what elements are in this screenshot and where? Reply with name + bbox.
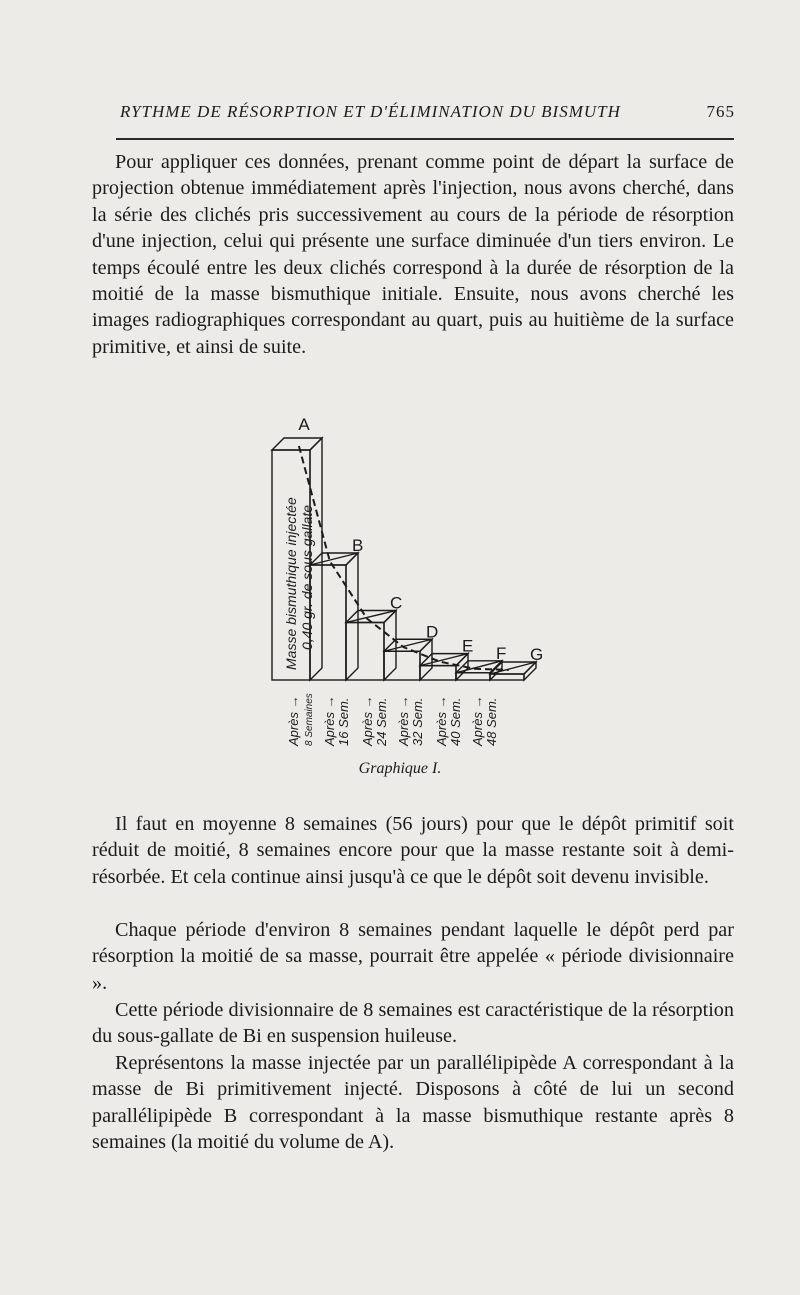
block-f (456, 661, 502, 680)
time-label (396, 695, 425, 747)
time-label-line-2: 24 Sem. (374, 697, 389, 746)
paragraph-4: Cette période divisionnaire de 8 semaines est caractéristique de la résorption du sous-gallate de Bi en suspension huileuse. (92, 999, 734, 1048)
block-letter-f: F (496, 643, 507, 663)
figure-drawing (250, 408, 570, 748)
time-label (470, 695, 499, 747)
block-letter-d: D (426, 622, 439, 642)
block-d (384, 639, 432, 680)
time-label (322, 695, 351, 747)
mass-label-line-2: 0,40 gr. de sous gallate (299, 504, 315, 650)
paragraph-5: Représentons la masse injectée par un parallélipipède A correspondant à la masse de Bi primitivement injecté. Disposons à côté de lui un second parallélipipède B correspondant à la masse bismuthique restante après 8 semaines (la moitié du volume de A). (92, 1052, 734, 1154)
block-g (490, 662, 536, 680)
block-letter-c: C (390, 593, 403, 613)
time-label-line-1: Après → (322, 695, 337, 746)
time-label-line-1: Après → (470, 695, 485, 746)
time-label-line-1: Après → (396, 695, 411, 746)
block-letter-b: B (352, 536, 364, 555)
time-label-line-2: 16 Sem. (336, 697, 351, 746)
page-number: 765 (706, 102, 735, 121)
paragraph-1: Pour appliquer ces données, prenant comme point de départ la surface de projection obtenue immédiatement après l'injection, nous avons cherché, dans la série des clichés pris successivement au cours de la période de résorption d'une injection, celui qui présente une surface diminuée d'un tiers environ. Le temps écoulé entre les deux clichés correspond à la durée de résorption de la moitié de la masse bismuthique initiale. Ensuite, nous avons cherché les images radiographiques correspondant au quart, puis au huitième de la surface primitive, et ainsi de suite. (92, 151, 734, 358)
block-letter-g: G (530, 645, 544, 664)
time-label-line-2: 40 Sem. (448, 697, 463, 746)
figure-graphique-1 (250, 408, 570, 748)
time-label-line-1: Après → (286, 695, 301, 746)
block-b (310, 553, 358, 680)
time-label (360, 695, 389, 747)
figure-caption: Graphique I. (358, 760, 442, 777)
paragraph-2: Il faut en moyenne 8 semaines (56 jours) pour que le dépôt primitif soit réduit de moitié, 8 semaines encore pour que la masse restante soit à demi-résorbée. Et cela continue ainsi jusqu'à ce que le dépôt soit devenu invisible. (92, 813, 734, 888)
time-label (434, 695, 463, 747)
block-letter-a: A (298, 415, 310, 434)
time-label-line-2: 48 Sem. (484, 697, 499, 746)
time-label-line-1: Après → (434, 695, 449, 746)
time-label-line-2: 32 Sem. (410, 697, 425, 746)
time-label-line-1: Après → (360, 695, 375, 746)
time-label (286, 693, 315, 747)
running-title: RYTHME DE RÉSORPTION ET D'ÉLIMINATION DU BISMUTH (120, 102, 621, 121)
header-rule (116, 138, 734, 140)
time-label-line-2: 8 Semaines (304, 693, 315, 746)
paragraph-3: Chaque période d'environ 8 semaines pendant laquelle le dépôt perd par résorption la moitié de sa masse, pourrait être appelée « période divisionnaire ». (92, 919, 734, 994)
block-letter-e: E (462, 636, 474, 656)
mass-label-line-1: Masse bismuthique injectée (283, 497, 299, 670)
decay-curve (299, 446, 509, 670)
